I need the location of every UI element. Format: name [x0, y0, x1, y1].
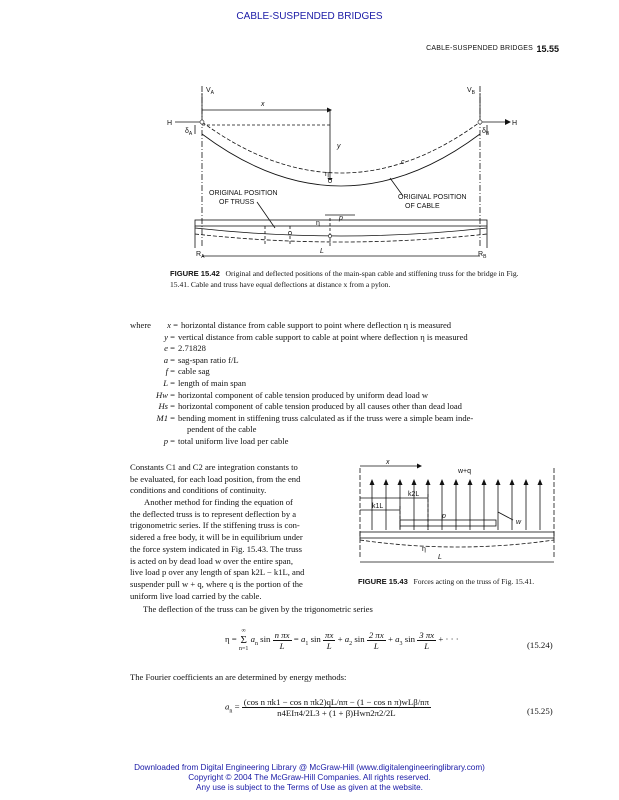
- fig42-rb-label: $R_B$: [478, 251, 487, 260]
- footer-download-link[interactable]: Downloaded from Digital Engineering Library @ McGraw-Hill (www.digitalengineeringlibrary.com): [134, 763, 485, 772]
- figure-15-42-caption: [170, 268, 530, 290]
- figure-15-43-label: FIGURE 15.43: [358, 577, 408, 586]
- page-number: 15.55: [536, 44, 559, 54]
- paragraph-fourier: The Fourier coefficients an are determined by energy methods:: [130, 672, 347, 682]
- fig42-c-label: c: [401, 159, 405, 166]
- fig42-delta-a: $\delta_A$: [185, 128, 193, 137]
- deflected-truss-bottom: [195, 228, 487, 236]
- suspender-arrows: [372, 482, 540, 530]
- fig42-orig-cable-1: ORIGINAL POSITION: [398, 194, 467, 201]
- fig43-k1l-label: k1L: [372, 503, 384, 510]
- paragraph-trig-method: Another method for finding the equation of the deflected truss is to represent deflection by a trigonometric series. If the stiffening truss is con- sidered a free body, it will be in equilibrium under the force system indicated in Fig. 15.43. The truss is acted on by dead load w over the entire span, live load p over any length of span k2L − k1L, and suspender pull w + q, where q is the portion of the uniform live load carried by the cable.: [130, 497, 305, 601]
- equation-15-24-number: (15.24): [527, 640, 553, 650]
- equation-15-25-number: (15.25): [527, 706, 553, 716]
- figure-15-43-caption: [358, 577, 534, 586]
- figure-15-42: [165, 78, 525, 260]
- fig42-h-left: H: [167, 120, 173, 127]
- deflected-cable-curve: [202, 134, 480, 186]
- definitions-list: where x = horizontal distance from cable support to point where deflection η is measured y = vertical distance from cable support to cable at point where deflection η is measured e = 2.71828 a = sag-span ratio f/L f = cable sag L = length of main span Hw = horizontal component of cable tension produced by uniform dead load w Hs = horizontal component of cable tension produced by all causes other than dead load M1 = bending moment in stiffening truss calculated as if the truss were a simple beam inde- pendent of the cable p = total uniform live load per cable: [130, 320, 474, 446]
- figure-15-42-text: Original and deflected positions of the main-span cable and stiffening truss for the bridge in Fig. 15.41. Cable and truss have equal deflections at distance x from a pylon.: [170, 269, 519, 289]
- fig42-orig-truss-1: ORIGINAL POSITION: [209, 190, 278, 197]
- fig42-h-right: H: [512, 120, 518, 127]
- fig43-x-label: x: [386, 459, 390, 466]
- fig42-y-label: y: [337, 143, 341, 150]
- fig43-wq-label: w+q: [458, 468, 472, 475]
- fig43-span-label: L: [438, 554, 442, 561]
- equation-15-25: $a_n$ = $\frac{\text{(cos n πk1 − cos n πk2)qL/nπ − (1 − cos n π)wLβ/nπ}}{\text{n4EIπ4/2L3 + (1 + β)Hwn2π2/2L}}$: [225, 697, 430, 718]
- fig42-eta-label: η: [325, 171, 329, 178]
- truss-body: [360, 532, 554, 538]
- fig42-delta-b: $\delta_B$: [482, 128, 490, 137]
- fig43-eta-label: η: [422, 546, 426, 553]
- where-label: where: [130, 320, 151, 330]
- paragraph-constants: Constants C1 and C2 are integration constants to be evaluated, for each load position, from the end conditions and conditions of continuity.: [130, 462, 301, 496]
- paragraph-deflection-series: The deflection of the truss can be given by the trigonometric series: [143, 604, 373, 614]
- fig43-w-label: w: [516, 519, 522, 526]
- original-cable-curve: [202, 122, 480, 173]
- equation-15-24: η = ∞ Σ n=1 $a_n$ sin $\frac{\text{n πx}}{L}$ = $a_1$ sin $\frac{\pi x}{L}$ + $a_2$ sin $\frac{2 \pi x}{L}$ + $a_3$ sin $\frac{3 \pi x}{L}$ + · · ·: [225, 628, 459, 652]
- running-head: CABLE-SUSPENDED BRIDGES: [426, 45, 533, 52]
- fig43-k2l-label: k2L: [408, 491, 420, 498]
- footer-terms[interactable]: Any use is subject to the Terms of Use as given at the website.: [196, 783, 423, 792]
- fig43-p-label: p: [442, 513, 446, 520]
- footer: [0, 763, 619, 793]
- fig42-ra-label: $R_A$: [196, 251, 205, 260]
- fig42-orig-truss-2: OF TRUSS: [219, 199, 255, 206]
- fig42-eta2-label: η: [316, 220, 320, 227]
- top-banner: CABLE-SUSPENDED BRIDGES: [236, 11, 383, 22]
- fig42-p-label: p: [339, 215, 343, 222]
- figure-15-43: [358, 458, 558, 574]
- figure-15-42-label: FIGURE 15.42: [170, 269, 220, 278]
- fig42-span-label: L: [320, 248, 324, 255]
- figure-15-43-text: Forces acting on the truss of Fig. 15.41.: [413, 577, 535, 586]
- fig42-va-label: $V_A$: [206, 87, 215, 96]
- fig42-vb-label: $V_B$: [467, 87, 476, 96]
- footer-copyright: Copyright © 2004 The McGraw-Hill Companies. All rights reserved.: [188, 773, 431, 782]
- fig42-orig-cable-2: OF CABLE: [405, 203, 440, 210]
- fig42-x-label: x: [261, 101, 265, 108]
